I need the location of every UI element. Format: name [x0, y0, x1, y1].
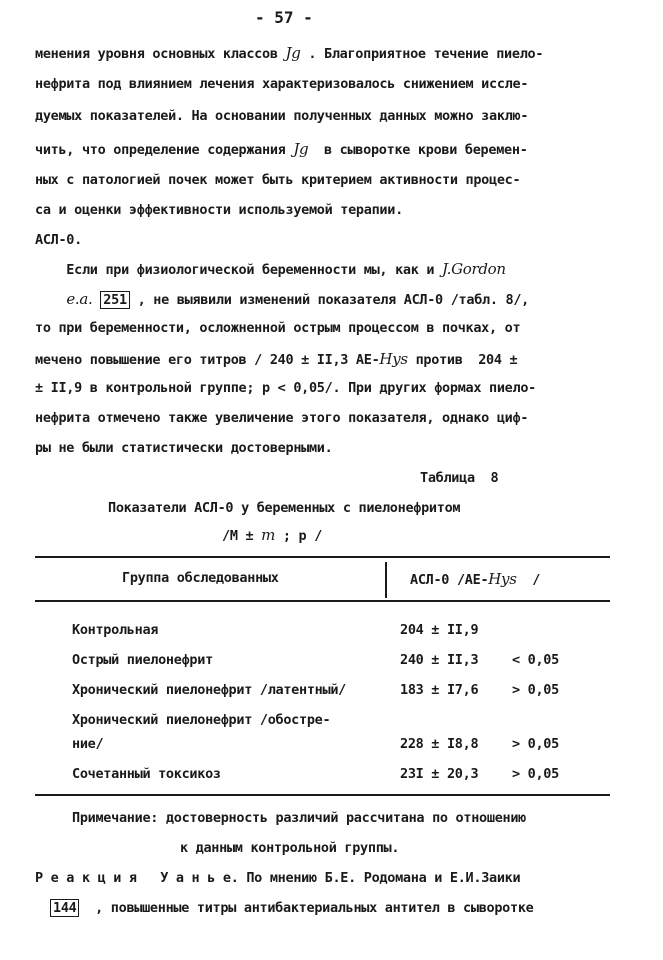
author-name: J.Gordon	[442, 260, 506, 278]
table-label: Таблица 8	[420, 470, 499, 486]
table-cell-p: < 0,05	[512, 652, 559, 668]
table-cell-group: ние/	[72, 736, 104, 752]
text-line: то при беременности, осложненной острым процессом в почках, от	[35, 320, 521, 336]
table-subtitle	[222, 526, 322, 544]
text-span: мечено повышение его титров / 240 ± II,3 АЕ-	[35, 352, 380, 368]
text-line: ± II,9 в контрольной группе; p < 0,05/. При других формах пиело-	[35, 380, 536, 396]
table-header-rule	[35, 600, 610, 602]
table-header-group: Группа обследованных	[122, 570, 279, 586]
text-line	[35, 870, 520, 886]
section-heading: АСЛ-0.	[35, 232, 82, 248]
table-cell-value: 183 ± I7,6	[400, 682, 479, 698]
table-bottom-rule	[35, 794, 610, 796]
table-title: Показатели АСЛ-0 у беременных с пиелонефритом	[108, 500, 461, 516]
immunoglobulin-symbol: Jg	[285, 44, 301, 62]
text-span: АСЛ-0 /АЕ-	[410, 572, 489, 588]
text-span: менения уровня основных классов	[35, 46, 286, 62]
immunoglobulin-symbol: Jg	[293, 140, 309, 158]
text-line	[50, 900, 534, 916]
table-cell-p: > 0,05	[512, 766, 559, 782]
text-line	[35, 260, 506, 278]
text-span: . Благоприятное течение пиело-	[300, 46, 544, 62]
table-cell-group-line1: Хронический пиелонефрит /обостре-	[72, 712, 331, 728]
text-line: ры не были статистически достоверными.	[35, 440, 333, 456]
text-span: , не выявили изменений показателя АСЛ-0 /табл. 8/,	[129, 292, 529, 308]
text-line: нефрита отмечено также увеличение этого показателя, однако циф-	[35, 410, 529, 426]
text-line: нефрита под влиянием лечения характеризовалось снижением иссле-	[35, 76, 529, 92]
table-cell-group: Хронический пиелонефрит /латентный/	[72, 682, 346, 698]
text-span: Если при физиологической беременности мы, как и	[35, 262, 443, 278]
table-cell-p: > 0,05	[512, 736, 559, 752]
m-symbol: m	[261, 526, 276, 544]
table-note: Примечание: достоверность различий рассчитана по отношению	[72, 810, 527, 826]
table-column-separator	[385, 562, 387, 598]
text-span: против 204 ±	[407, 352, 518, 368]
table-cell-group: Острый пиелонефрит	[72, 652, 213, 668]
table-cell-p: > 0,05	[512, 682, 559, 698]
text-span: чить, что определение содержания	[35, 142, 294, 158]
text-span: , повышенные титры антибактериальных антител в сыворотке	[79, 900, 534, 916]
page-number: - 57 -	[255, 8, 313, 27]
text-line	[35, 350, 517, 368]
table-cell-value: 228 ± I8,8	[400, 736, 479, 752]
et-al-abbr: e.a.	[66, 290, 93, 308]
text-span: По мнению Б.Е. Родомана и Е.И.Заики	[238, 870, 521, 886]
table-cell-value: 204 ± II,9	[400, 622, 479, 638]
text-line: ных с патологией почек может быть критерием активности процес-	[35, 172, 521, 188]
text-line	[35, 290, 529, 308]
citation-ref: 251	[100, 291, 129, 309]
table-top-rule	[35, 556, 610, 558]
spaced-heading: Р е а к ц и я У а н ь е.	[35, 870, 239, 886]
text-span: /	[516, 572, 541, 588]
table-note: к данным контрольной группы.	[180, 840, 400, 856]
table-cell-value: 240 ± II,3	[400, 652, 479, 668]
text-line: са и оценки эффективности используемой терапии.	[35, 202, 403, 218]
text-line	[35, 140, 528, 158]
table-cell-value: 23I ± 20,3	[400, 766, 479, 782]
unit-hys: Hys	[379, 350, 408, 368]
table-header-value	[410, 570, 540, 588]
text-line	[35, 44, 543, 62]
text-line: дуемых показателей. На основании полученных данных можно заклю-	[35, 108, 529, 124]
citation-ref: 144	[50, 899, 79, 917]
unit-hys: Hys	[488, 570, 517, 588]
text-span: в сыворотке крови беремен-	[308, 142, 528, 158]
table-cell-group: Контрольная	[72, 622, 159, 638]
text-span: /М ±	[222, 528, 262, 544]
text-span: ; p /	[275, 528, 323, 544]
table-cell-group: Сочетанный токсикоз	[72, 766, 221, 782]
